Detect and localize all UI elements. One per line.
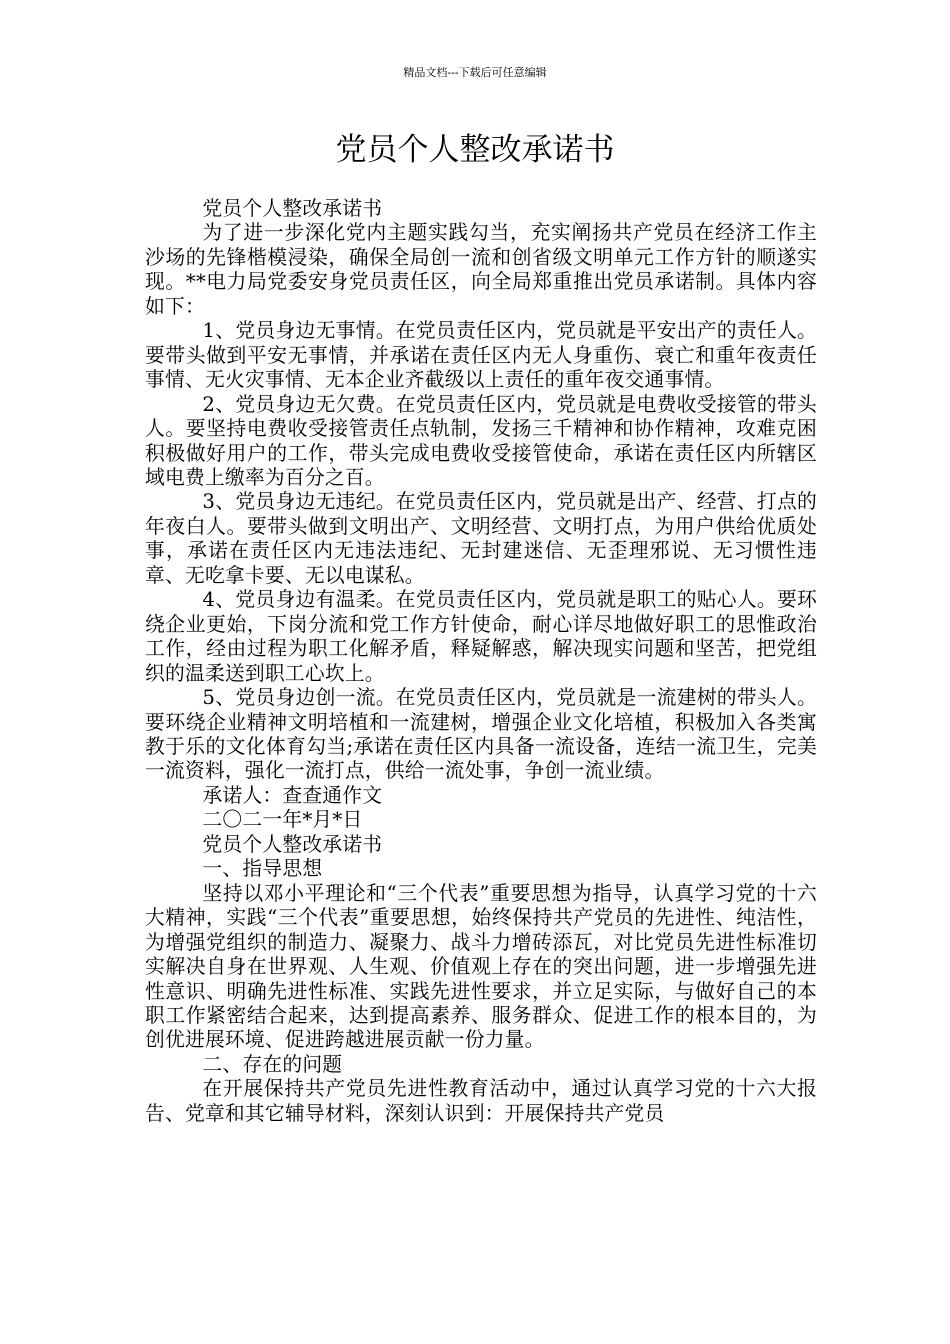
section-heading-guiding-thought: 一、指导思想 [202, 857, 323, 881]
paragraph-subtitle: 党员个人整改承诺书 [202, 197, 383, 220]
paragraph-item-5: 5、党员身边创一流。在党员责任区内，党员就是一流建树的带头人。要环绕企业精神文明培植和一流建树，增强企业文化培植，积极加入各类寓教于乐的文化体育勾当;承诺在责任区内具备一流设备，连结一流卫生，完美一流资料，强化一流打点，供给一流处事，争创一流业绩。 [145, 686, 817, 783]
paragraph-item-2: 2、党员身边无欠费。在党员责任区内，党员就是电费收受接管的带头人。要坚持电费收受接管责任点轨制，发扬三千精神和协作精神，攻难克困积极做好用户的工作，带头完成电费收受接管使命，承诺在责任区内所辖区域电费上缴率为百分之百。 [145, 392, 817, 489]
paragraph-second-title: 党员个人整改承诺书 [202, 832, 383, 856]
document-body [145, 197, 817, 1126]
document-title: 党员个人整改承诺书 [335, 132, 615, 168]
paragraph-problems: 在开展保持共产党员先进性教育活动中，通过认真学习党的十六大报告、党章和其它辅导材料，深刻认识到：开展保持共产党员 [145, 1077, 817, 1125]
paragraph-item-1: 1、党员身边无事情。在党员责任区内，党员就是平安出产的责任人。要带头做到平安无事情，并承诺在责任区内无人身重伤、衰亡和重年夜责任事情、无火灾事情、无本企业齐截级以上责任的重年夜交通事情。 [145, 319, 817, 392]
paragraph-item-4: 4、党员身边有温柔。在党员责任区内，党员就是职工的贴心人。要环绕企业更始，下岗分流和党工作方针使命，耐心详尽地做好职工的思惟政治工作，经由过程为职工化解矛盾，释疑解惑，解决现实问题和坚苦，把党组织的温柔送到职工心坎上。 [145, 588, 817, 685]
section-heading-problems: 二、存在的问题 [202, 1052, 343, 1076]
header-note: 精品文档---下载后可任意编辑 [403, 66, 547, 79]
paragraph-guiding-thought: 坚持以邓小平理论和“三个代表”重要思想为指导，认真学习党的十六大精神，实践“三个代表”重要思想，始终保持共产党员的先进性、纯洁性，为增强党组织的制造力、凝聚力、战斗力增砖添瓦，对比党员先进性标准切实解决自身在世界观、人生观、价值观上存在的突出问题，进一步增强先进性意识、明确先进性标准、实践先进性要求，并立足实际，与做好自己的本职工作紧密结合起来，达到提高素养、服务群众、促进工作的根本目的，为创优进展环境、促进跨越进展贡献一份力量。 [145, 881, 817, 1052]
paragraph-intro: 为了进一步深化党内主题实践勾当，充实阐扬共产党员在经济工作主沙场的先锋楷模浸染，确保全局创一流和创省级文明单元工作方针的顺遂实现。**电力局党委安身党员责任区，向全局郑重推出党员承诺制。具体内容如下： [145, 221, 817, 318]
paragraph-item-3: 3、党员身边无违纪。在党员责任区内，党员就是出产、经营、打点的年夜白人。要带头做到文明出产、文明经营、文明打点，为用户供给优质处事，承诺在责任区内无违法违纪、无封建迷信、无歪理邪说、无习惯性违章、无吃拿卡要、无以电谋私。 [145, 490, 817, 587]
date-line: 二〇二一年*月*日 [202, 808, 363, 832]
signature-line: 承诺人：查查通作文 [202, 783, 383, 807]
